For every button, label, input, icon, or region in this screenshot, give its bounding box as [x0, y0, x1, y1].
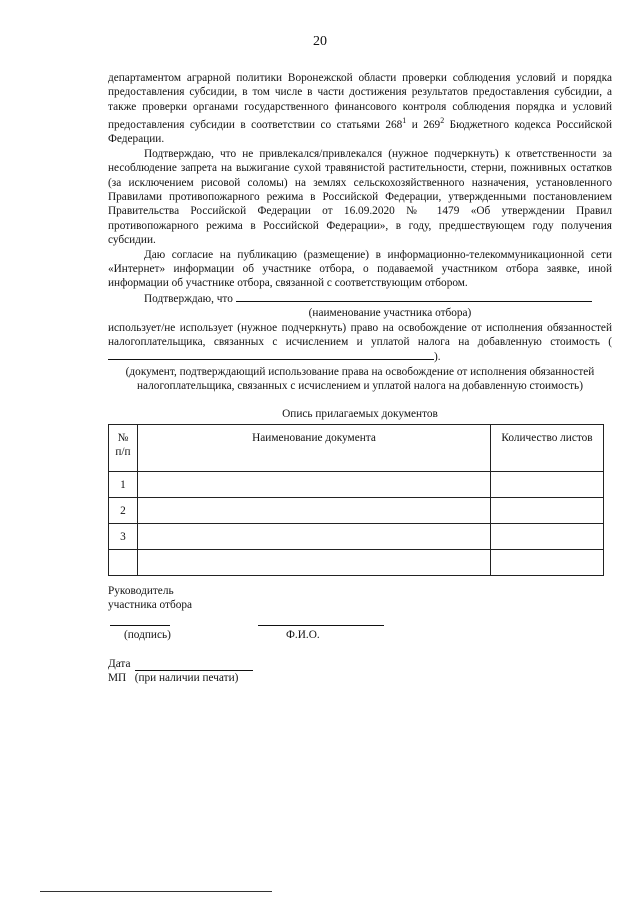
table-row: [109, 524, 604, 550]
paragraph-vat-exemption: использует/не использует (нужное подчеркнуть) право на освобождение от исполнения обязанностей налогоплательщика, связанных с исчислением и уплатой налога на добавленную стоимость ().: [108, 321, 612, 364]
table-row: [109, 498, 604, 524]
table-cell-document[interactable]: [138, 550, 491, 576]
vat-document-field[interactable]: [108, 349, 434, 360]
page-number: 20: [313, 34, 327, 49]
table-cell-document[interactable]: [138, 472, 491, 498]
paragraph-inspection: департаментом аграрной политики Воронежской области проверки соблюдения условий и порядка предоставления субсидии, в том числе в части достижения результатов предоставления субсидии, а также проверки органами государственного финансового контроля соблюдения порядка и условий предоставления субсидии в соответствии со статьями $268^1$ и $269^2$ Бюджетного кодекса Российской Федерации.: [108, 72, 613, 146]
inventory-title: Опись прилагаемых документов: [282, 407, 438, 420]
footnote-separator: [40, 891, 272, 892]
date-label: Дата: [108, 658, 131, 670]
column-header-document: Наименование документа: [138, 425, 491, 472]
table-cell-document[interactable]: [138, 524, 491, 550]
paragraph-publication-consent: Даю согласие на публикацию (размещение) в информационно-телекоммуникационной сети «Интернет» информации об участнике отбора, о подаваемой участником отбора заявке, иной информации об участнике отбора, связанной с соответствующим отбором.: [108, 248, 612, 290]
vat-document-caption: (документ, подтверждающий использование права на освобождение от исполнения обязанностей налогоплательщика, связанных с исчислением и уплатой налога на добавленную стоимость): [125, 365, 595, 393]
column-header-sheets: Количество листов: [491, 425, 604, 472]
table-cell-sheets[interactable]: [491, 498, 604, 524]
inventory-table: [108, 424, 604, 576]
stamp-area: МП (при наличии печати): [108, 672, 239, 684]
table-cell-sheets[interactable]: [491, 472, 604, 498]
table-cell-sheets[interactable]: [491, 524, 604, 550]
table-cell-number: 2: [109, 498, 138, 524]
signature-line[interactable]: [110, 625, 170, 626]
table-row: [109, 550, 604, 576]
table-cell-document[interactable]: [138, 498, 491, 524]
full-name-line[interactable]: [258, 625, 384, 626]
table-cell-number: [109, 550, 138, 576]
signature-caption: (подпись): [124, 629, 171, 641]
full-name-caption: Ф.И.О.: [286, 629, 320, 641]
table-cell-number: 1: [109, 472, 138, 498]
participant-name-caption: (наименование участника отбора): [308, 307, 472, 320]
table-header-row: [109, 425, 604, 472]
column-header-number: № п/п: [109, 425, 138, 472]
table-row: [109, 472, 604, 498]
participant-name-field[interactable]: [236, 291, 592, 302]
signer-title: Руководитель участника отбора: [108, 585, 193, 612]
table-cell-number: 3: [109, 524, 138, 550]
document-body: [108, 71, 612, 421]
paragraph-participant-confirm: Подтверждаю, что: [108, 291, 612, 306]
table-cell-sheets[interactable]: [491, 550, 604, 576]
paragraph-fire-safety: Подтверждаю, что не привлекался/привлекался (нужное подчеркнуть) к ответственности за несоблюдение запрета на выжигание сухой травянистой растительности, стерни, пожнивных остатков (за исключением рисовой соломы) на землях сельскохозяйственного назначения, установленного Правилами противопожарного режима в Российской Федерации, утвержденными постановлением Правительства Российской Федерации от 16.09.2020 № 1479 «Об утверждении Правил противопожарного режима в Российской Федерации», в году, предшествующем году получения субсидии.: [108, 147, 612, 247]
